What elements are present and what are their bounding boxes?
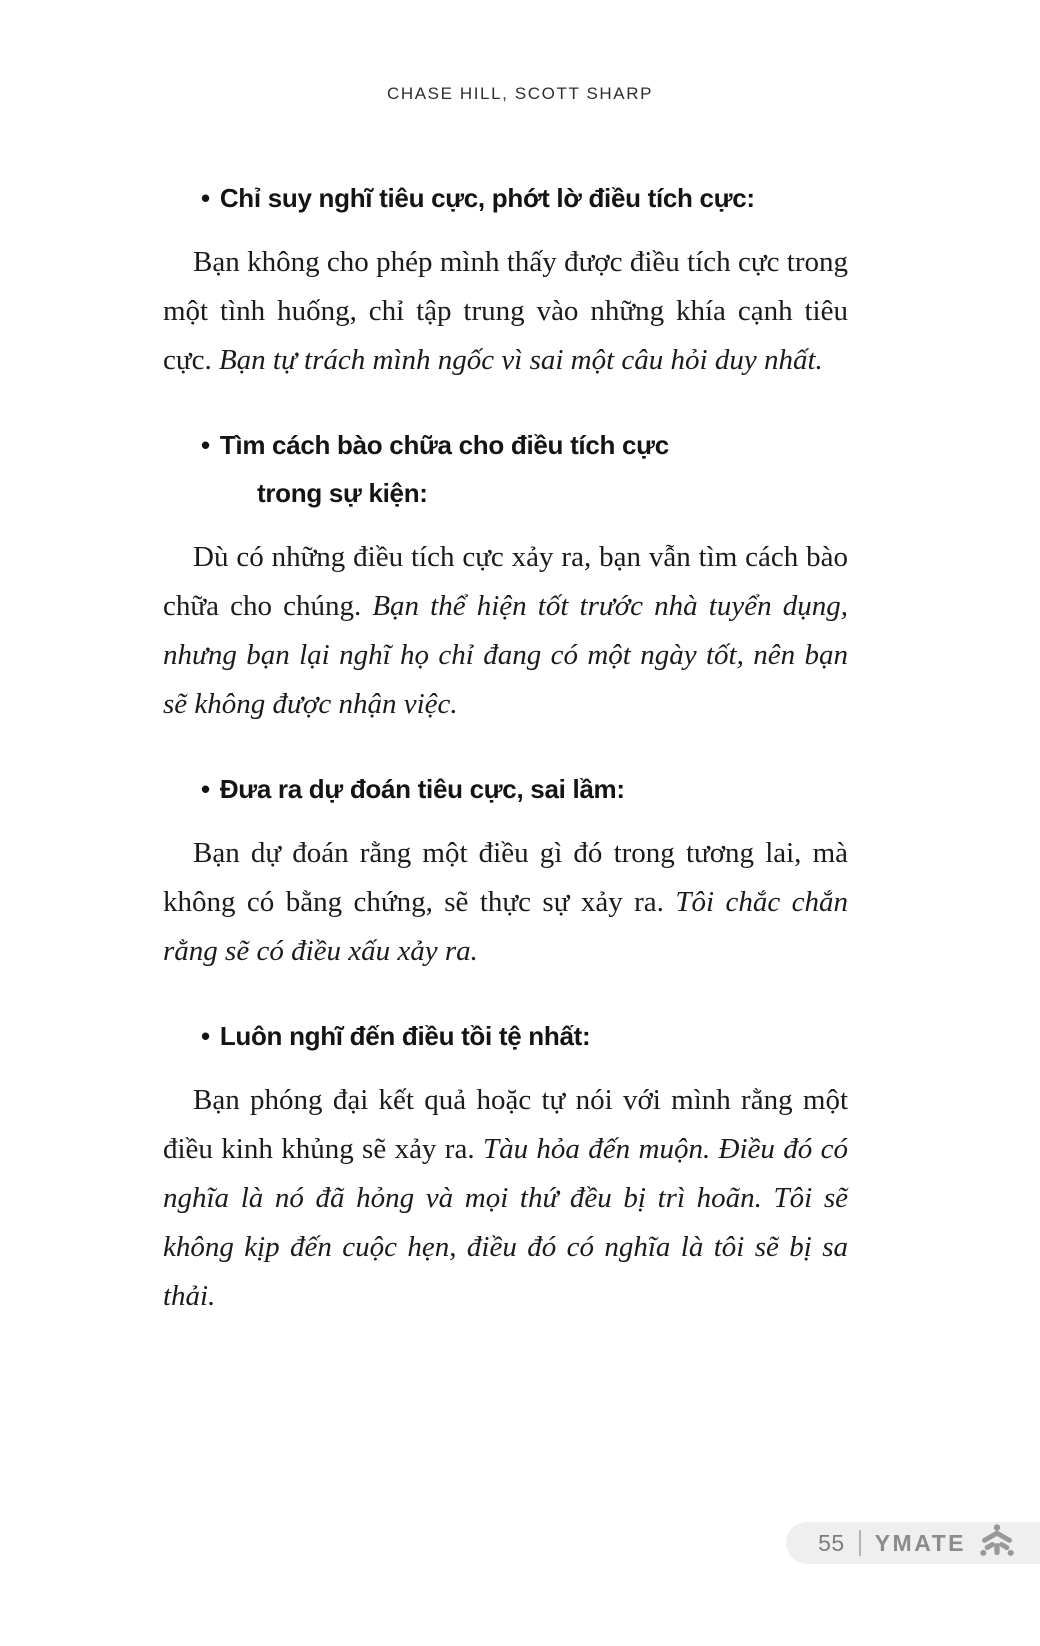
brand-name: YMATE (874, 1529, 966, 1556)
bullet-heading (201, 421, 848, 517)
paragraph-normal-text: Bạn không cho phép mình thấy được điều tích cực trong một tình huống, chỉ tập trung vào những khía cạnh tiêu cực. (163, 246, 848, 376)
paragraph-italic-example: Tôi chắc chắn rằng sẽ có điều xấu xảy ra. (163, 886, 848, 967)
paragraph (163, 1076, 848, 1321)
paragraph-italic-example: Bạn thể hiện tốt trước nhà tuyển dụng, nhưng bạn lại nghĩ họ chỉ đang có một ngày tốt, nên bạn sẽ không được nhận việc. (163, 590, 848, 720)
paragraph-normal-text: Dù có những điều tích cực xảy ra, bạn vẫn tìm cách bào chữa cho chúng. (163, 541, 848, 622)
paragraph-italic-example: Tàu hỏa đến muộn. Điều đó có nghĩa là nó đã hỏng và mọi thứ đều bị trì hoãn. Tôi sẽ không kịp đến cuộc hẹn, điều đó có nghĩa là tôi sẽ bị sa thải. (163, 1133, 849, 1312)
ymate-figure-icon (978, 1524, 1016, 1562)
page-content (0, 174, 1040, 1321)
running-header-authors: CHASE HILL, SCOTT SHARP (386, 84, 654, 103)
bullet-heading (201, 174, 848, 222)
bullet-heading (201, 1012, 848, 1060)
section-negative-thinking (163, 174, 848, 385)
bullet-heading (201, 765, 848, 813)
paragraph (163, 533, 848, 729)
paragraph (163, 238, 848, 385)
bullet-heading-text: Đưa ra dự đoán tiêu cực, sai lầm: (219, 774, 625, 804)
section-excusing-positive (163, 421, 848, 729)
bullet-heading-text: Tìm cách bào chữa cho điều tích cực (219, 430, 669, 460)
paragraph-italic-example: Bạn tự trách mình ngốc vì sai một câu hỏi duy nhất. (218, 344, 823, 376)
bullet-heading-text: Chỉ suy nghĩ tiêu cực, phớt lờ điều tích cực: (219, 183, 755, 213)
paragraph (163, 829, 848, 976)
bullet-heading-text: Luôn nghĩ đến điều tồi tệ nhất: (219, 1021, 591, 1051)
bullet-heading-text-line2: trong sự kiện: (257, 478, 428, 508)
paragraph-normal-text: Bạn dự đoán rằng một điều gì đó trong tương lai, mà không có bằng chứng, sẽ thực sự xảy ra. (163, 837, 848, 918)
paragraph-normal-text: Bạn phóng đại kết quả hoặc tự nói với mình rằng một điều kinh khủng sẽ xảy ra. (163, 1084, 848, 1165)
footer-divider (859, 1530, 861, 1556)
bullet-icon: • (201, 774, 210, 804)
bullet-icon: • (201, 1021, 210, 1051)
section-negative-predictions (163, 765, 848, 976)
section-catastrophizing (163, 1012, 848, 1321)
bullet-icon: • (201, 183, 210, 213)
page-number: 55 (818, 1529, 845, 1556)
footer-badge (786, 1522, 1040, 1564)
bullet-icon: • (201, 430, 210, 460)
